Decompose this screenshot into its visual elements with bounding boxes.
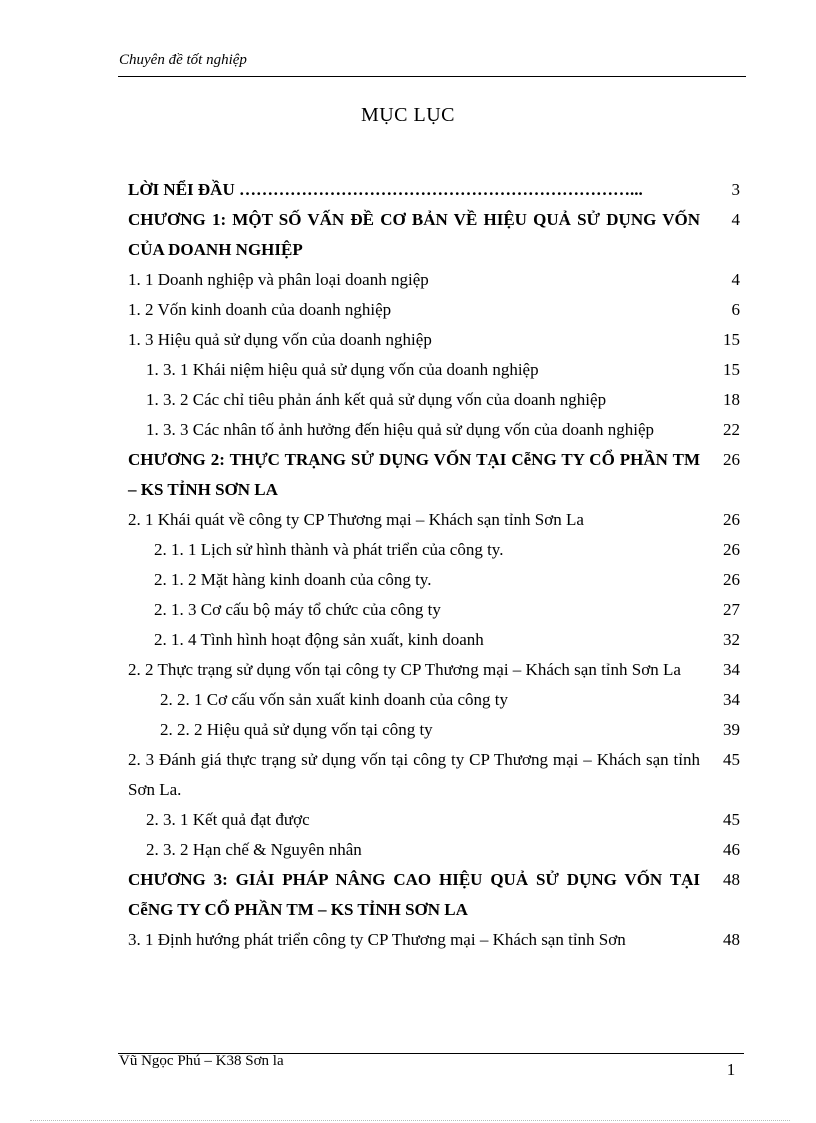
toc-entry-text: 2. 1. 1 Lịch sử hình thành và phát triển của công ty. (154, 540, 504, 559)
toc-entry-page: 4 (731, 210, 740, 229)
running-header: Chuyên đề tốt nghiệp (119, 52, 247, 68)
toc-entry-text: CHƯƠNG 3: GIẢI PHÁP NÂNG CAO HIỆU QUẢ SỬ DỤNG VỐN TẠI CễNG TY CỔ PHẦN TM – KS TỈNH SƠN LA (128, 870, 700, 919)
toc-entry-text: 2. 2 Thực trạng sử dụng vốn tại công ty CP Thương mại – Khách sạn tỉnh Sơn La (128, 660, 681, 679)
toc-entry-page: 22 (723, 420, 740, 439)
toc-entry[interactable] (128, 685, 740, 715)
toc-entry-page: 15 (723, 330, 740, 349)
toc-entry[interactable] (128, 925, 740, 955)
toc-entry-page: 34 (723, 690, 740, 709)
toc-entry-page: 45 (723, 810, 740, 829)
toc-entry-page: 32 (723, 630, 740, 649)
toc-entry-text: 3. 1 Định hướng phát triển công ty CP Thương mại – Khách sạn tỉnh Sơn (128, 930, 626, 949)
toc-entry[interactable] (128, 265, 740, 295)
toc-entry[interactable] (128, 535, 740, 565)
toc-entry-page: 4 (731, 270, 740, 289)
toc-entry-page: 27 (723, 600, 740, 619)
toc-entry-page: 34 (723, 660, 740, 679)
toc-entry[interactable] (128, 445, 740, 505)
page-title: MỤC LỤC (360, 104, 456, 126)
toc-entry-text: 2. 1. 2 Mặt hàng kinh doanh của công ty. (154, 570, 432, 589)
toc-entry-page: 3 (731, 180, 740, 199)
toc-entry[interactable] (128, 595, 740, 625)
toc-entry-text: 1. 3. 3 Các nhân tố ảnh hưởng đến hiệu quả sử dụng vốn của doanh nghiệp (146, 420, 655, 439)
toc-entry[interactable] (128, 385, 740, 415)
toc-entry-page: 48 (723, 870, 740, 889)
toc-entry-text: 2. 3 Đánh giá thực trạng sử dụng vốn tại công ty CP Thương mại – Khách sạn tỉnh Sơn La. (128, 750, 700, 799)
toc-entry[interactable] (128, 175, 740, 205)
header-divider (118, 76, 746, 77)
toc-entry[interactable] (128, 865, 740, 925)
toc-entry-text: CHƯƠNG 1: MỘT SỐ VẤN ĐỀ CƠ BẢN VỀ HIỆU QUẢ SỬ DỤNG VỐN CỦA DOANH NGHIỆP (128, 210, 700, 259)
toc-entry[interactable] (128, 625, 740, 655)
toc-entry[interactable] (128, 205, 740, 265)
toc-entry[interactable] (128, 715, 740, 745)
toc-entry[interactable] (128, 505, 740, 535)
toc-entry-text: 1. 3. 1 Khái niệm hiệu quả sử dụng vốn của doanh nghiệp (146, 360, 539, 379)
toc-entry[interactable] (128, 805, 740, 835)
toc-entry[interactable] (128, 415, 740, 445)
toc-entry[interactable] (128, 295, 740, 325)
page-number: 1 (726, 1060, 736, 1079)
table-of-contents (128, 175, 740, 955)
toc-entry-page: 15 (723, 360, 740, 379)
page-edge-divider (30, 1120, 790, 1121)
toc-entry-page: 6 (731, 300, 740, 319)
toc-entry-text: 2. 1. 4 Tình hình hoạt động sản xuất, kinh doanh (154, 630, 484, 649)
toc-entry-page: 48 (723, 930, 740, 949)
toc-entry-page: 45 (723, 750, 740, 769)
toc-entry-text: CHƯƠNG 2: THỰC TRẠNG SỬ DỤNG VỐN TẠI CễNG TY CỔ PHẦN TM – KS TỈNH SƠN LA (128, 450, 700, 499)
toc-entry-text: 1. 3. 2 Các chỉ tiêu phản ánh kết quả sử dụng vốn của doanh nghiệp (146, 390, 607, 409)
toc-entry-page: 26 (723, 540, 740, 559)
toc-entry-page: 26 (723, 570, 740, 589)
toc-entry[interactable] (128, 565, 740, 595)
toc-entry-text: 2. 3. 2 Hạn chế & Nguyên nhân (146, 840, 362, 859)
toc-entry[interactable] (128, 355, 740, 385)
toc-entry-text: 2. 2. 1 Cơ cấu vốn sản xuất kinh doanh của công ty (160, 690, 508, 709)
toc-entry-text: LỜI NỂI ĐẦU ……………………………………………………………... (128, 180, 643, 199)
toc-entry-page: 39 (723, 720, 740, 739)
toc-entry-page: 26 (723, 510, 740, 529)
toc-entry-text: 2. 1 Khái quát về công ty CP Thương mại – Khách sạn tỉnh Sơn La (128, 510, 584, 529)
toc-entry[interactable] (128, 655, 740, 685)
toc-entry-page: 18 (723, 390, 740, 409)
toc-entry-text: 2. 1. 3 Cơ cấu bộ máy tổ chức của công ty (154, 600, 441, 619)
toc-entry-text: 1. 3 Hiệu quả sử dụng vốn của doanh nghiệp (128, 330, 432, 349)
toc-entry-text: 1. 2 Vốn kinh doanh của doanh nghiệp (128, 300, 392, 319)
running-footer: Vũ Ngọc Phú – K38 Sơn la (119, 1053, 284, 1069)
toc-entry[interactable] (128, 745, 740, 805)
toc-entry-text: 1. 1 Doanh nghiệp và phân loại doanh ngiệp (128, 270, 429, 289)
toc-entry-text: 2. 2. 2 Hiệu quả sử dụng vốn tại công ty (160, 720, 433, 739)
toc-entry-page: 26 (723, 450, 740, 469)
toc-entry-text: 2. 3. 1 Kết quả đạt được (146, 810, 310, 829)
toc-entry[interactable] (128, 325, 740, 355)
toc-entry[interactable] (128, 835, 740, 865)
toc-entry-page: 46 (723, 840, 740, 859)
